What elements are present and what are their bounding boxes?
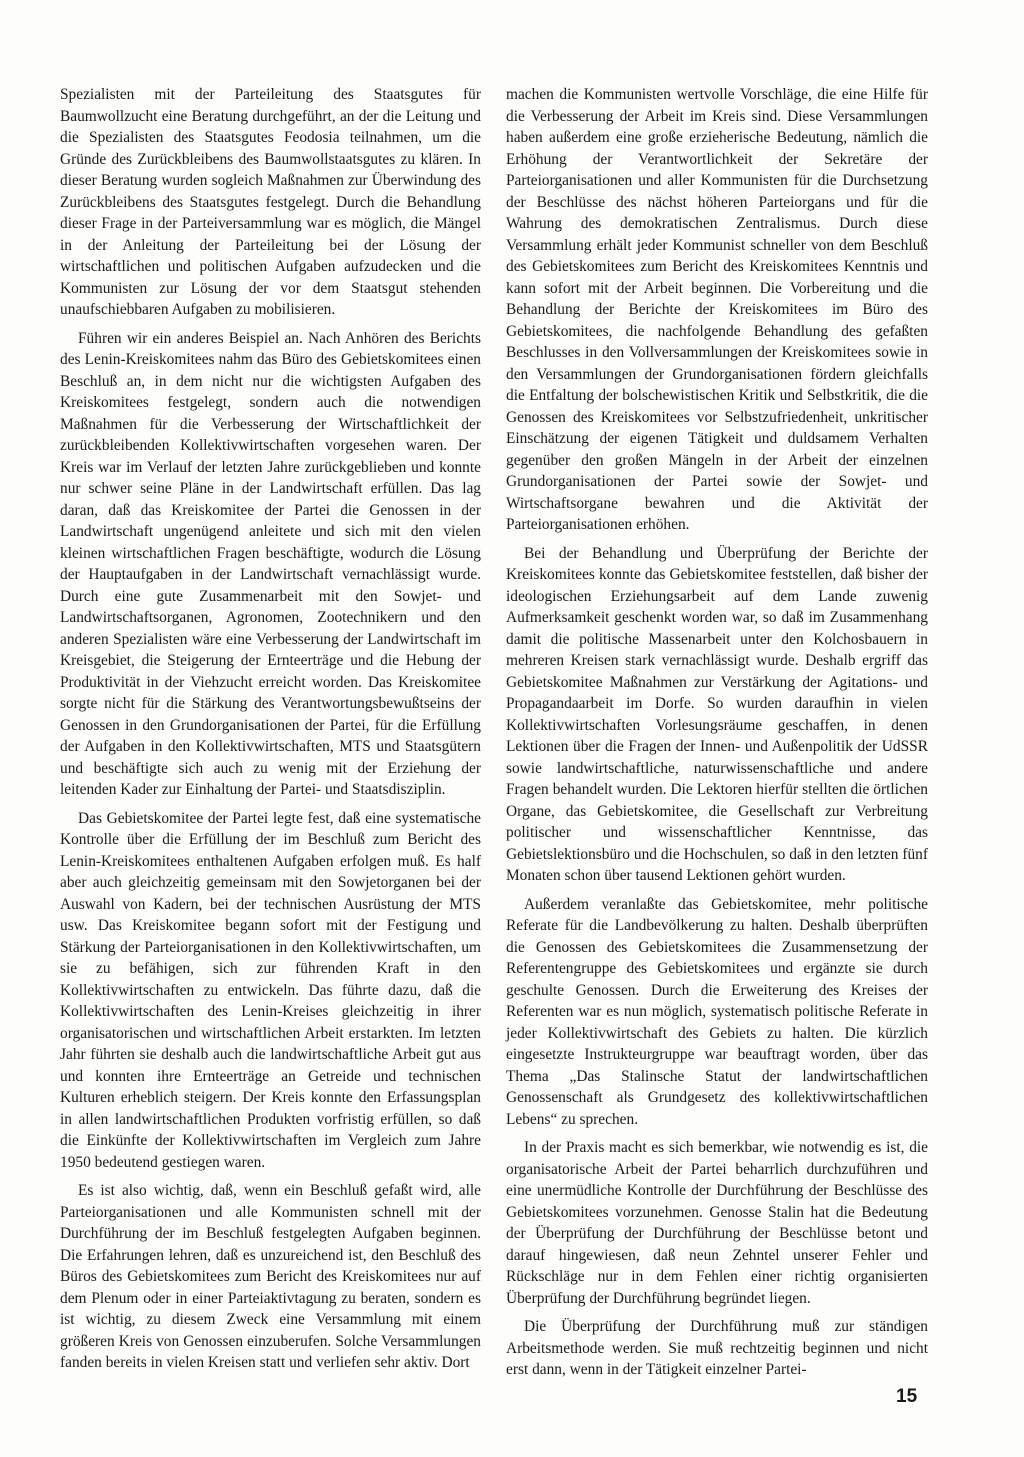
paragraph-left-1: Spezialisten mit der Parteileitung des Staatsgutes für Baumwollzucht eine Beratung durchgeführt, an der die Leitung und die Spezialisten des Staatsgutes Feodosia teilnahmen, um die Gründe des Zurückbleibens des Baumwollstaatsgutes zu klären. In dieser Beratung wurden sogleich Maßnahmen zur Überwindung des Zurückbleibens des Staatsgutes festgelegt. Durch die Behandlung dieser Frage in der Parteiversammlung war es möglich, die Mängel in der Anleitung der Parteileitung bei der Lösung der wirtschaftlichen und politischen Aufgaben aufzudecken und die Kommunisten zur Lösung der vor dem Staatsgut stehenden unaufschiebbaren Aufgaben zu mobilisieren.	[60, 86, 481, 318]
paragraph-left-4: Es ist also wichtig, daß, wenn ein Beschluß gefaßt wird, alle Parteiorganisationen und alle Kommunisten schnell mit der Durchführung der im Beschluß festgelegten Aufgaben beginnen. Die Erfahrungen lehren, daß es unzureichend ist, den Beschluß des Büros des Gebietskomitees zum Bericht des Kreiskomitees nur auf dem Plenum oder in einer Parteiaktivtagung zu beraten, sondern es ist wichtig, zu diesem Zweck eine Versammlung mit einem größeren Kreis von Genossen einzuberufen. Solche Versammlungen fanden bereits in vielen Kreisen statt und verliefen sehr aktiv. Dort	[60, 1182, 481, 1371]
paragraph-right-2: Bei der Behandlung und Überprüfung der Berichte der Kreiskomitees konnte das Gebietskomitee feststellen, daß bisher der ideologischen Erziehungsarbeit auf dem Lande zuwenig Aufmerksamkeit geschenkt worden war, so daß im Zusammenhang damit die politische Massenarbeit unter den Kolchosbauern in mehreren Kreisen stark vernachlässigt wurde. Deshalb ergriff das Gebietskomitee Maßnahmen zur Verstärkung der Agitations- und Propagandaarbeit im Dorfe. So wurden daraufhin in vielen Kollektivwirtschaften Vorlesungsräume geschaffen, in denen Lektionen über die Fragen der Innen- und Außenpolitik der UdSSR sowie landwirtschaftliche, naturwissenschaftliche und andere Fragen behandelt wurden. Die Lektoren hierfür stellten die örtlichen Organe, das Gebietskomitee, die Gesellschaft zur Verbreitung politischer und wissenschaftlicher Kenntnisse, das Gebietslektionsbüro und die Hochschulen, so daß in den letzten fünf Monaten schon über tausend Lektionen gehört wurden.	[506, 544, 928, 884]
left-text-column	[60, 84, 481, 1381]
page-number: 15	[896, 1386, 918, 1407]
paragraph-left-3: Das Gebietskomitee der Partei legte fest, daß eine systematische Kontrolle über die Erfüllung der im Beschluß zum Bericht des Lenin-Kreiskomitees enthaltenen Aufgaben erfolgen muß. Es half aber auch gleichzeitig gemeinsam mit den Sowjetorganen bei der Auswahl von Kadern, bei der technischen Ausrüstung der MTS usw. Das Kreiskomitee begann sofort mit der Festigung und Stärkung der Parteiorganisationen in den Kollektivwirtschaften, um sie zu befähigen, sich zur führenden Kraft in den Kollektivwirtschaften zu entwickeln. Das führte dazu, daß die Kollektivwirtschaften des Lenin-Kreises gleichzeitig in ihrer organisatorischen und wirtschaftlichen Arbeit erstarkten. Im letzten Jahr führten sie deshalb auch die landwirtschaftliche Arbeit gut aus und konnten ihre Ernteerträge an Getreide und technischen Kulturen erheblich steigern. Der Kreis konnte den Erfassungsplan in allen landwirtschaftlichen Produkten vorfristig erfüllen, so daß die Einkünfte der Kollektivwirtschaften im Vergleich zum Jahre 1950 bedeutend gestiegen waren.	[60, 809, 481, 1171]
paragraph-right-3: Außerdem veranlaßte das Gebietskomitee, mehr politische Referate für die Landbevölkerung zu halten. Deshalb überprüften die Genossen des Gebietskomitees die Zusammensetzung der Referentengruppe des Gebietskomitees und ergänzte sie durch geschulte Genossen. Durch die Erweiterung des Kreises der Referenten war es nun möglich, systematisch politische Referate in jeder Kollektivwirtschaft des Gebiets zu halten. Die kürzlich eingesetzte Instrukteurgruppe war beauftragt worden, über das Thema „Das Stalinsche Statut der landwirtschaftlichen Genossenschaft als Grundgesetz des kollektivwirtschaftlichen Lebens“ zu sprechen.	[506, 895, 928, 1128]
paragraph-right-4: In der Praxis macht es sich bemerkbar, wie notwendig es ist, die organisatorische Arbeit der Partei beharrlich durchzuführen und eine unermüdliche Kontrolle der Durchführung der Beschlüsse des Gebietskomitees vorzunehmen. Genosse Stalin hat die Bedeutung der Überprüfung der Durchführung der Beschlüsse betont und darauf hingewiesen, daß neun Zehntel unserer Fehler und Rückschläge nur in dem Fehlen einer richtig organisierten Überprüfung der Durchführung begründet liegen.	[506, 1139, 928, 1307]
paragraph-right-5: Die Überprüfung der Durchführung muß zur ständigen Arbeitsmethode werden. Sie muß rechtzeitig beginnen und nicht erst dann, wenn in der Tätigkeit einzelner Partei-	[506, 1318, 928, 1378]
paragraph-right-1: machen die Kommunisten wertvolle Vorschläge, die eine Hilfe für die Verbesserung der Arbeit im Kreis sind. Diese Versammlungen haben außerdem eine große erzieherische Bedeutung, nämlich die Erhöhung der Verantwortlichkeit der Sekretäre der Parteiorganisationen und aller Kommunisten für die Durchsetzung der Beschlüsse des nächst höheren Parteiorgans und für die Wahrung des demokratischen Zentralismus. Durch diese Versammlung erhält jeder Kommunist schneller von dem Beschluß des Gebietskomitees zum Bericht des Kreiskomitees Kenntnis und kann sofort mit der Arbeit beginnen. Die Vorbereitung und die Behandlung der Berichte der Kreiskomitees im Büro des Gebietskomitees, die nachfolgende Behandlung des gefaßten Beschlusses in den Vollversammlungen der Kreiskomitees sowie in den Versammlungen der Grundorganisationen fördern gleichfalls die Entfaltung der bolschewistischen Kritik und Selbstkritik, die die Genossen des Kreiskomitees vor Selbstzufriedenheit, unkritischer Einschätzung der eigenen Tätigkeit und duldsamem Verhalten gegenüber den großen Mängeln in der Arbeit der einzelnen Grundorganisationen der Partei sowie der Sowjet- und Wirtschaftsorgane bewahren und die Aktivität der Parteiorganisationen erhöhen.	[506, 86, 928, 533]
paragraph-left-2: Führen wir ein anderes Beispiel an. Nach Anhören des Berichts des Lenin-Kreiskomitees nahm das Büro des Gebietskomitees einen Beschluß an, in dem nicht nur die wichtigsten Aufgaben des Kreiskomitees festgelegt, sondern auch die notwendigen Maßnahmen für die Verbesserung der Wirtschaftlichkeit der zurückbleibenden Kollektivwirtschaften vorgesehen waren. Der Kreis war im Verlauf der letzten Jahre zurückgeblieben und konnte nur schwer seine Pläne in der Landwirtschaft erfüllen. Das lag daran, daß das Kreiskomitee der Partei die Genossen in der Landwirtschaft ungenügend anleitete und sich mit den vielen kleinen wirtschaftlichen Fragen beschäftigte, wodurch die Lösung der Hauptaufgaben in der Landwirtschaft vernachlässigt wurde. Durch eine gute Zusammenarbeit mit den Sowjet- und Landwirtschaftsorganen, Agronomen, Zootechnikern und den anderen Spezialisten wäre eine Verbesserung der Landwirtschaft im Kreisgebiet, die Steigerung der Ernteerträge und die Hebung der Produktivität in der Viehzucht erreicht worden. Das Kreiskomitee sorgte nicht für die Stärkung des Verantwortungsbewußtseins der Genossen in den Grundorganisationen der Partei, für die Erfüllung der Aufgaben in den Kollektivwirtschaften, MTS und Staatsgütern und beschäftigte sich auch zu wenig mit der Erziehung der leitenden Kader zur Einhaltung der Partei- und Staatsdisziplin.	[60, 329, 481, 798]
right-text-column	[506, 84, 928, 1388]
